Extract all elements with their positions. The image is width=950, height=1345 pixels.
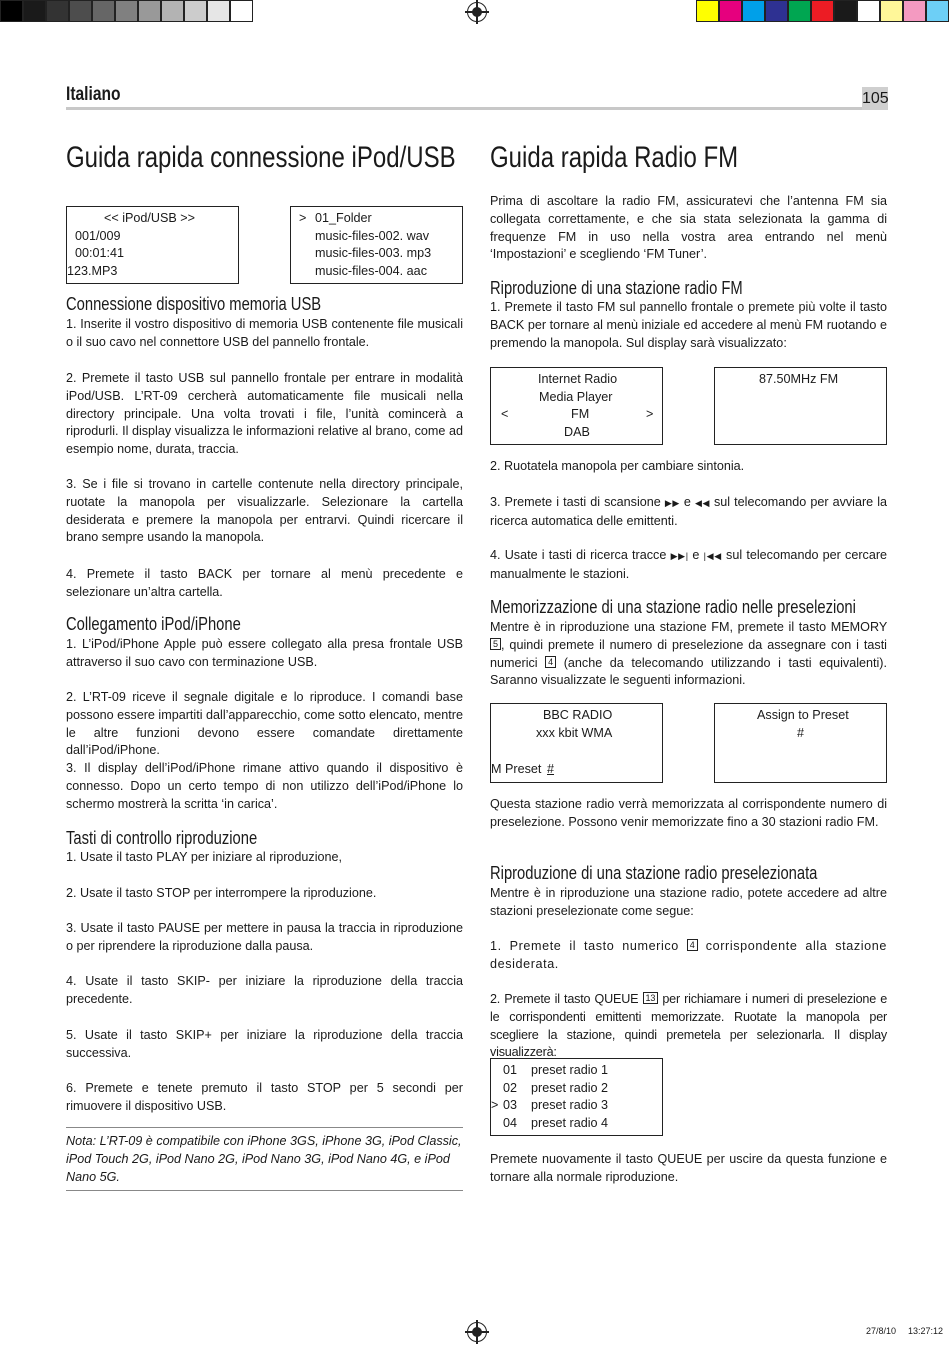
print-time: 13:27:12	[908, 1326, 944, 1336]
paragraph: 1. Usate il tasto PLAY per iniziare al riproduzione,	[66, 850, 343, 864]
color-swatch	[184, 0, 207, 22]
display-line: BBC RADIO	[543, 708, 613, 722]
preset-name: preset radio 3	[531, 1098, 609, 1112]
color-swatch	[0, 0, 23, 22]
station-display-screen	[490, 703, 663, 783]
header-divider	[66, 107, 888, 110]
display-line: Internet Radio	[538, 372, 618, 386]
display-arrow-left: <	[501, 407, 509, 421]
paragraph: 2. Premete il tasto USB sul pannello frontale per entrare in modalità iPod/USB. L’RT-09 cercherà automaticamente file musicali nella directory principale. Una volta trovati i file, l’unità comincerà a riprodurli. Il display visualizza le informazioni relative al brano, come ad esempio nome, durata, traccia.	[66, 371, 463, 457]
display-line: music-files-004. aac	[315, 264, 427, 278]
text-run: 2. Premete il tasto QUEUE	[490, 992, 639, 1006]
page-number: 105	[862, 87, 888, 110]
left-page-title: Guida rapida connessione iPod/USB	[66, 141, 456, 174]
color-swatch	[811, 0, 834, 22]
paragraph	[490, 494, 887, 531]
registration-mark-icon	[467, 1322, 487, 1342]
display-line: #	[797, 726, 805, 740]
gray-calibration-bar	[0, 0, 253, 22]
color-swatch	[115, 0, 138, 22]
menu-display-screen	[490, 367, 663, 445]
display-line: DAB	[564, 425, 590, 439]
paragraph: 1. L’iPod/iPhone Apple può essere collegato alla presa frontale USB attraverso il suo cavo con terminazione USB.	[66, 637, 463, 669]
text-run: sul telecomando per cercare manualmente le stazioni.	[490, 548, 888, 581]
paragraph: 4. Premete il tasto BACK per tornare al menù precedente e selezionare un’altra cartella.	[66, 567, 463, 599]
color-swatch	[903, 0, 926, 22]
preset-number: 04	[503, 1116, 518, 1130]
color-swatch	[742, 0, 765, 22]
display-line: << iPod/USB >>	[104, 211, 196, 225]
color-swatch	[138, 0, 161, 22]
text-run: e	[683, 495, 691, 509]
preset-number: 01	[503, 1063, 518, 1077]
color-swatch	[788, 0, 811, 22]
paragraph: 6. Premete e tenete premuto il tasto STOP per 5 secondi per rimuovere il dispositivo USB.	[66, 1081, 463, 1113]
skip-previous-icon: |◀◀	[703, 551, 722, 561]
note-bottom-rule	[66, 1190, 463, 1191]
text-run: sul telecomando per avviare la ricerca automatica delle emittenti.	[490, 495, 888, 528]
paragraph: 4. Usate il tasto SKIP- per iniziare la riproduzione della traccia precedente.	[66, 974, 463, 1006]
assign-display-screen	[714, 703, 887, 783]
color-swatch	[857, 0, 880, 22]
preset-list-display	[490, 1058, 663, 1136]
section-heading: Memorizzazione di una stazione radio nelle preselezioni	[490, 597, 856, 617]
note-top-rule	[66, 1127, 463, 1128]
display-line: Media Player	[539, 390, 613, 404]
display-line: FM	[571, 407, 590, 421]
paragraph: Premete nuovamente il tasto QUEUE per uscire da questa funzione e tornare alla normale riproduzione.	[490, 1152, 887, 1184]
list-item	[491, 1115, 608, 1133]
paragraph: 1. Premete il tasto FM sul pannello frontale o premete più volte il tasto BACK per tornare al menù iniziale ed accedere al menù FM ruotando e premendo la manopola. Sul display sarà visualizzato:	[490, 300, 887, 350]
preset-number: 03	[503, 1098, 518, 1112]
display-line: xxx kbit WMA	[536, 726, 613, 740]
preset-name: preset radio 1	[531, 1063, 609, 1077]
section-heading: Collegamento iPod/iPhone	[66, 614, 241, 634]
color-swatch	[696, 0, 719, 22]
display-line: 123.MP3	[67, 264, 118, 278]
display-line: M Preset	[491, 762, 542, 776]
usb-display-screen	[66, 206, 239, 284]
paragraph: 2. Ruotatela manopola per cambiare sintonia.	[490, 459, 745, 473]
display-line: music-files-002. wav	[315, 229, 430, 243]
color-swatch	[230, 0, 253, 22]
paragraph: 2. L’RT-09 riceve il segnale digitale e lo riproduce. I comandi base possono essere impartiti dall’apparecchio, come sotto elencato, mentre le altre funzioni devono essere comandate direttamente dall’iPod/iPhone.	[66, 690, 463, 758]
frequency-display-screen	[714, 367, 887, 445]
section-heading: Connessione dispositivo memoria USB	[66, 294, 322, 314]
paragraph: 1. Inserite il vostro dispositivo di memoria USB contenente file musicali o il suo cavo nel connettore USB del pannello frontale.	[66, 317, 463, 349]
color-swatch	[719, 0, 742, 22]
color-swatch	[880, 0, 903, 22]
text-run: per richiamare i numeri di preselezione e le corrispondenti emittenti memorizzate. Ruotate la manopola per scegliere la stazione, quindi premetela per selezionarla. Il display visualizzerà:	[490, 992, 888, 1060]
color-swatch	[92, 0, 115, 22]
paragraph: 3. Il display dell’iPod/iPhone rimane attivo quando il dispositivo è connesso. Dopo un certo tempo di non utilizzo dell’iPod/iPhone lo schermo mostrerà la scritta ‘in carica’.	[66, 761, 463, 811]
selection-cursor: >	[491, 1098, 499, 1112]
key-number-badge: 4	[545, 656, 556, 668]
skip-next-icon: ▶▶|	[670, 551, 689, 561]
preset-name: preset radio 4	[531, 1116, 609, 1130]
text-run: , quindi premete il numero di preselezione da assegnare con i tasti numerici	[490, 637, 887, 670]
text-run: 1. Premete il tasto numerico	[490, 939, 679, 953]
display-line: Assign to Preset	[757, 708, 849, 722]
fast-forward-icon: ▶▶	[664, 498, 680, 508]
list-item	[491, 1080, 608, 1098]
paragraph: 5. Usate il tasto SKIP+ per iniziare la riproduzione della traccia successiva.	[66, 1028, 463, 1060]
text-run: e	[692, 548, 700, 562]
color-calibration-bar	[696, 0, 949, 22]
display-line: 001/009	[75, 229, 121, 243]
list-item	[491, 1097, 608, 1115]
text-run: 4. Usate i tasti di ricerca tracce	[490, 548, 667, 562]
paragraph: 3. Se i file si trovano in cartelle contenute nella directory principale, ruotate la manopola per visualizzarle. Selezionare la cartella desiderata e premere la manopola per entrarvi. Quindi ricercare il brano sempre usando la manopola.	[66, 477, 463, 545]
color-swatch	[46, 0, 69, 22]
color-swatch	[69, 0, 92, 22]
color-swatch	[926, 0, 949, 22]
display-line: 00:01:41	[75, 246, 125, 260]
text-run: (anche da telecomando utilizzando i tasti equivalenti). Saranno visualizzate le seguenti informazioni.	[490, 655, 888, 688]
text-run: Mentre è in riproduzione una stazione FM, premete il tasto MEMORY	[490, 620, 887, 634]
rewind-icon: ◀◀	[694, 498, 710, 508]
paragraph	[490, 991, 887, 1062]
folder-display-screen	[290, 206, 463, 284]
paragraph: Questa stazione radio verrà memorizzata al corrispondente numero di preselezione. Possono venir memorizzate fino a 30 stazioni radio FM.	[490, 797, 887, 829]
text-run: corrispondente alla stazione desiderata.	[490, 939, 887, 971]
paragraph	[490, 619, 887, 690]
right-page-title: Guida rapida Radio FM	[490, 141, 739, 174]
paragraph: Mentre è in riproduzione una stazione radio, potete accedere ad altre stazioni preselezionate come segue:	[490, 886, 887, 918]
color-swatch	[23, 0, 46, 22]
section-heading: Tasti di controllo riproduzione	[66, 828, 258, 848]
paragraph	[490, 938, 887, 974]
registration-mark-icon	[467, 2, 487, 22]
print-date: 27/8/10	[866, 1326, 897, 1336]
display-line: #	[547, 762, 555, 776]
paragraph: Prima di ascoltare la radio FM, assicuratevi che l’antenna FM sia collegata correttamente, e che sia stata selezionata la gamma di frequenze FM in uso nella vostra area entrando nel menù ‘Impostazioni’ e scegliendo ‘FM Tuner’.	[490, 194, 887, 262]
preset-number: 02	[503, 1081, 518, 1095]
display-line: 01_Folder	[315, 211, 372, 225]
display-arrow-right: >	[646, 407, 654, 421]
text-run: 3. Premete i tasti di scansione	[490, 495, 661, 509]
key-number-badge: 4	[687, 939, 698, 951]
paragraph: 3. Usate il tasto PAUSE per mettere in pausa la traccia in riproduzione o per riprendere la riproduzione dalla pausa.	[66, 921, 463, 953]
paragraph	[490, 547, 887, 584]
key-number-badge: 5	[490, 638, 501, 650]
key-number-badge: 13	[643, 992, 659, 1004]
language-label: Italiano	[66, 84, 121, 105]
section-heading: Riproduzione di una stazione radio preselezionata	[490, 863, 818, 883]
paragraph: 2. Usate il tasto STOP per interrompere la riproduzione.	[66, 886, 377, 900]
display-line: 87.50MHz FM	[759, 372, 839, 386]
color-swatch	[765, 0, 788, 22]
color-swatch	[161, 0, 184, 22]
display-line: music-files-003. mp3	[315, 246, 432, 260]
compatibility-note: Nota: L’RT-09 è compatibile con iPhone 3GS, iPhone 3G, iPod Classic, iPod Touch 2G, iPod Nano 2G, iPod Nano 3G, iPod Nano 4G, e iPod Nano 5G.	[66, 1134, 462, 1184]
list-item	[491, 1062, 608, 1080]
preset-name: preset radio 2	[531, 1081, 609, 1095]
color-swatch	[207, 0, 230, 22]
color-swatch	[834, 0, 857, 22]
selection-cursor: >	[299, 211, 307, 225]
section-heading: Riproduzione di una stazione radio FM	[490, 278, 743, 298]
